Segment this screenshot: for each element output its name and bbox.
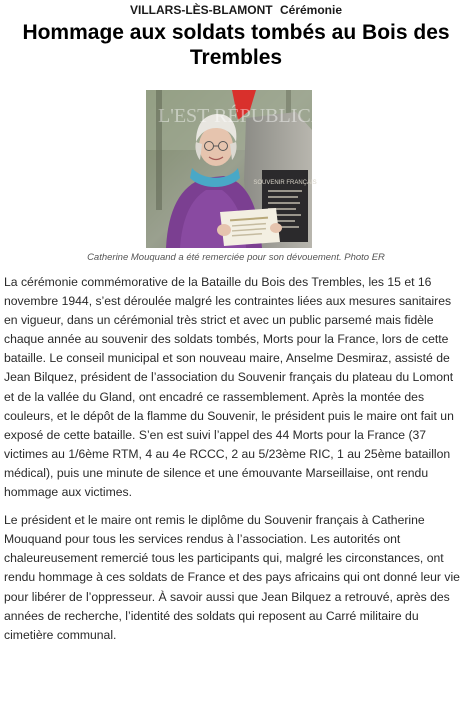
- article-paragraph-1: La cérémonie commémorative de la Bataille du Bois des Trembles, les 15 et 16 novembre 1944, s’est déroulée malgré les contraintes liées aux mesures sanitaires en vigueur, dans un cérémonial très strict et avec un public parsemé mais fidèle chaque année au souvenir des soldats tombés, Morts pour la France, lors de cette bataille. Le conseil municipal et son nouveau maire, Anselme Desmiraz, assisté de Jean Bilquez, président de l’association du Souvenir français du plateau du Lomont et de la vallée du Gland, ont encadré ce rassemblement. Après la montée des couleurs, et le dépôt de la flamme du Souvenir, le président puis le maire ont fait un exposé de cette bataille. S’en est suivi l’appel des 44 Morts pour la France (37 victimes au 1/6ème RTM, 4 au 4e RCCC, 2 au 5/23ème RIC, 1 au 25ème bataillon médical), puis une minute de silence et une émouvante Marseillaise, ont rendu hommage aux victimes.: [4, 275, 454, 500]
- article-kicker: [0, 3, 472, 18]
- photo-watermark: L'EST RÉPUBLICAIN: [158, 105, 347, 127]
- plaque-text: SOUVENIR FRANÇAIS: [253, 180, 317, 186]
- photo-caption: Catherine Mouquand a été remerciée pour son dévouement. Photo ER: [87, 252, 385, 263]
- article-headline: Hommage aux soldats tombés au Bois des Trembles: [22, 21, 450, 69]
- photo-illustration: [146, 90, 347, 248]
- article-body: [4, 273, 466, 654]
- location-label: VILLARS-LÈS-BLAMONT: [129, 3, 273, 17]
- category-label: Cérémonie: [279, 3, 343, 17]
- article-photo[interactable]: [146, 90, 347, 248]
- article-paragraph-2: Le président et le maire ont remis le diplôme du Souvenir français à Catherine Mouquand pour tous les services rendus à l’association. Les autorités ont chaleureusement remercié tous les participants qui, malgré les circonstances, ont rendu hommage à ces soldats de France et des pays africains qui ont donné leur vie pour libérer de l’oppresseur. À savoir aussi que Jean Bilquez a retrouvé, après des années de recherche, l’identité des soldats qui reposent au Carré militaire du cimetière communal.: [4, 513, 460, 642]
